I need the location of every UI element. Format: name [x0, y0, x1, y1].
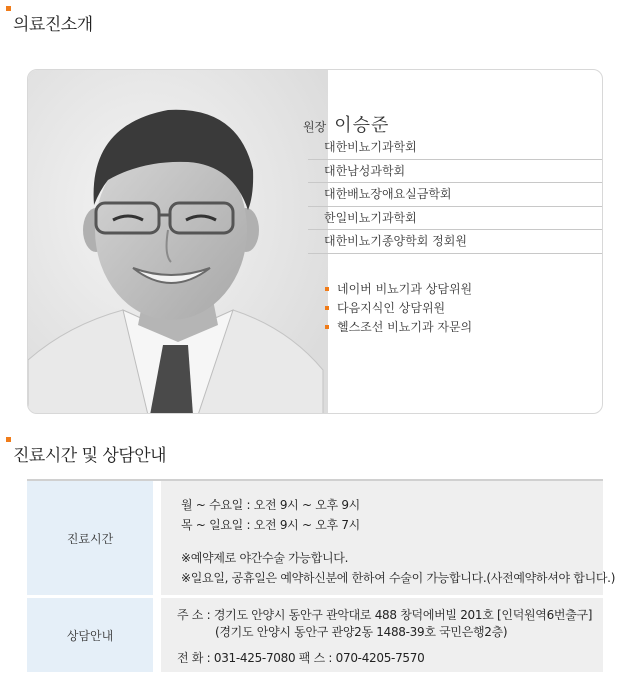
role-item-text: 네이버 비뇨기과 상담위원 [337, 282, 473, 296]
hours-note-holiday: ※일요일, 공휴일은 예약하신분에 한하여 수술이 가능합니다.(사전예약하셔야 합니다.) [181, 571, 616, 585]
phone-fax-line: 전 화 : 031-425-7080 팩 스 : 070-4205-7570 [177, 651, 425, 665]
orange-marker-icon [6, 437, 11, 442]
doctor-role: 원장 [303, 120, 327, 134]
hours-note-night: ※예약제로 야간수술 가능합니다. [181, 551, 349, 565]
affiliation-item: 한일비뇨기과학회 [308, 207, 603, 231]
doctor-profile-card [27, 69, 603, 414]
section-title-hours-text: 진료시간 및 상담안내 [13, 446, 167, 466]
address-old-line: (경기도 안양시 동안구 관양2동 1488-39호 국민은행2층) [215, 625, 508, 639]
consult-label: 상담안내 [27, 598, 153, 672]
section-title-hours [6, 437, 166, 466]
section-title-intro-text: 의료진소개 [13, 15, 93, 35]
role-item [323, 280, 472, 299]
table-row-hours [27, 481, 616, 595]
hours-line-weekday: 월 ~ 수요일 : 오전 9시 ~ 오후 9시 [181, 498, 360, 512]
role-list [323, 280, 472, 337]
address-line: 주 소 : 경기도 안양시 동안구 관악대로 488 창덕에버빌 201호 [인덕원역6번출구] [177, 608, 593, 622]
role-item-text: 헬스조선 비뇨기과 자문의 [337, 320, 473, 334]
affiliation-item: 대한비뇨기과학회 [308, 136, 603, 160]
hours-line-weekend: 목 ~ 일요일 : 오전 9시 ~ 오후 7시 [181, 518, 360, 532]
section-title-intro [6, 6, 93, 35]
consult-content [161, 598, 603, 672]
affiliation-item: 대한남성과학회 [308, 160, 603, 184]
role-item [323, 318, 472, 337]
affiliation-item: 대한배뇨장애요실금학회 [308, 183, 603, 207]
affiliation-list [308, 136, 603, 254]
doctor-photo [28, 70, 328, 414]
role-item-text: 다음지식인 상담위원 [337, 301, 446, 315]
table-row-consult [27, 598, 603, 672]
affiliation-item: 대한비뇨기종양학회 정회원 [308, 230, 603, 254]
bullet-icon [325, 287, 329, 291]
hours-content [161, 481, 616, 595]
bullet-icon [325, 306, 329, 310]
doctor-name: 이승준 [334, 115, 390, 136]
hours-label: 진료시간 [27, 481, 153, 595]
role-item [323, 299, 472, 318]
bullet-icon [325, 325, 329, 329]
orange-marker-icon [6, 6, 11, 11]
doctor-name-block [303, 111, 389, 137]
